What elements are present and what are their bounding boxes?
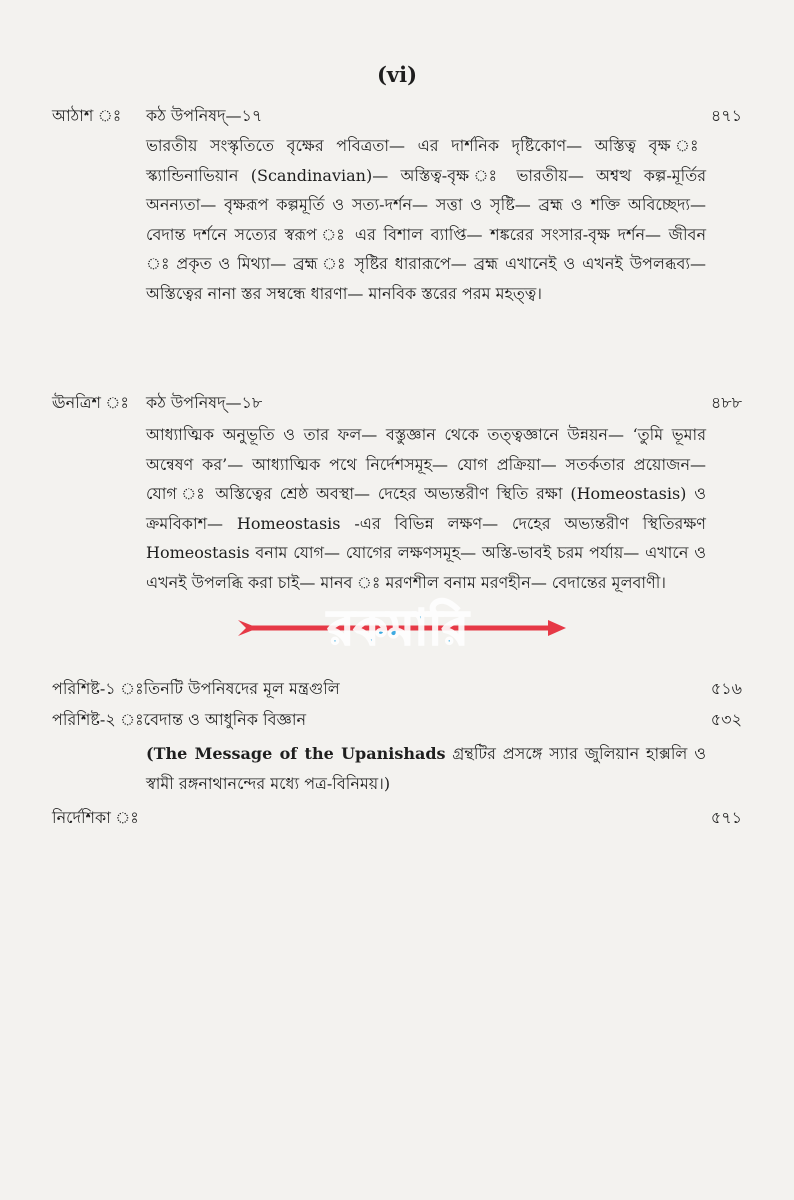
chapter-label: ঊনত্রিশ ঃ [52, 393, 129, 412]
arrow-logo-icon [228, 576, 568, 676]
page-ref: ৫১৬ [710, 679, 742, 698]
watermark-text: রকমারি [327, 600, 469, 656]
chapter-description: ভারতীয় সংস্কৃতিতে বৃক্ষের পবিত্রতা— এর দার্শনিক দৃষ্টিকোণ— অস্তিত্ব বৃক্ষ ঃ স্ক্যান্ডিনাভিয়ান (Scandinavian)— অস্তিত্ব-বৃক্ষ ঃ ভারতীয়— অশ্বত্থ কল্প-মূর্তির অনন্যতা— বৃক্ষরূপ কল্পমূর্তি ও সত্য-দর্শন— সত্তা ও সৃষ্টি— ব্রহ্ম ও শক্তি অবিচ্ছেদ্য— বেদান্ত দর্শনে সত্যের স্বরূপ ঃ এর বিশাল ব্যাপ্তি— শঙ্করের সংসার-বৃক্ষ দর্শন— জীবন ঃ প্রকৃত ও মিথ্যা— ব্রহ্ম ঃ সৃষ্টির ধারারূপে— ব্রহ্ম এখানেই ও এখনই উপলব্ধব্য— অস্তিত্বের নানা স্তর সম্বন্ধে ধারণা— মানবিক স্তরের পরম মহত্ত্ব। [146, 136, 706, 303]
chapter-label: আঠাশ ঃ [52, 106, 122, 125]
appendix-label: পরিশিষ্ট-২ ঃ [52, 710, 144, 729]
chapter-title: কঠ উপনিষদ্—১৭ [146, 106, 263, 125]
chapter-title: কঠ উপনিষদ্—১৮ [146, 393, 263, 412]
page-ref: ৪৭১ [710, 106, 742, 125]
book-title-en: (The Message of the Upanishads [146, 744, 446, 763]
page-ref: ৫৩২ [710, 710, 742, 729]
appendix-note [146, 739, 706, 798]
appendix-title: বেদান্ত ও আধুনিক বিজ্ঞান [143, 710, 307, 729]
appendix-label: পরিশিষ্ট-১ ঃ [52, 679, 144, 698]
note-text: গ্রন্থটির প্রসঙ্গে স্যার জুলিয়ান হাক্সলি ও স্বামী রঙ্গনাথানন্দের মধ্যে পত্র-বিনিময়।) [146, 744, 706, 793]
page-number: (vi) [376, 62, 418, 87]
page-ref: ৫৭১ [710, 808, 742, 827]
watermark-logo [228, 576, 568, 676]
page-ref: ৪৮৮ [710, 393, 742, 412]
appendix-title: তিনটি উপনিষদের মূল মন্ত্রগুলি [143, 679, 340, 698]
chapter-description: আধ্যাত্মিক অনুভূতি ও তার ফল— বস্তুজ্ঞান থেকে তত্ত্বজ্ঞানে উন্নয়ন— ‘তুমি ভূমার অন্বেষণ কর’— আধ্যাত্মিক পথে নির্দেশসমূহ— যোগ প্রক্রিয়া— সতর্কতার প্রয়োজন— যোগ ঃ অস্তিত্বের শ্রেষ্ঠ অবস্থা— দেহের অভ্যন্তরীণ স্থিতি রক্ষা (Homeostasis) ও ক্রমবিকাশ— Homeostasis -এর বিভিন্ন লক্ষণ— দেহের অভ্যন্তরীণ স্থিতিরক্ষণ Homeostasis বনাম যোগ— যোগের লক্ষণসমূহ— অস্তি-ভাবই চরম পর্যায়— এখানে ও এখনই উপলব্ধি করা চাই— মানব ঃ মরণশীল বনাম মরণহীন— বেদান্তের মূলবাণী। [146, 425, 706, 592]
index-label: নির্দেশিকা ঃ [52, 808, 139, 827]
